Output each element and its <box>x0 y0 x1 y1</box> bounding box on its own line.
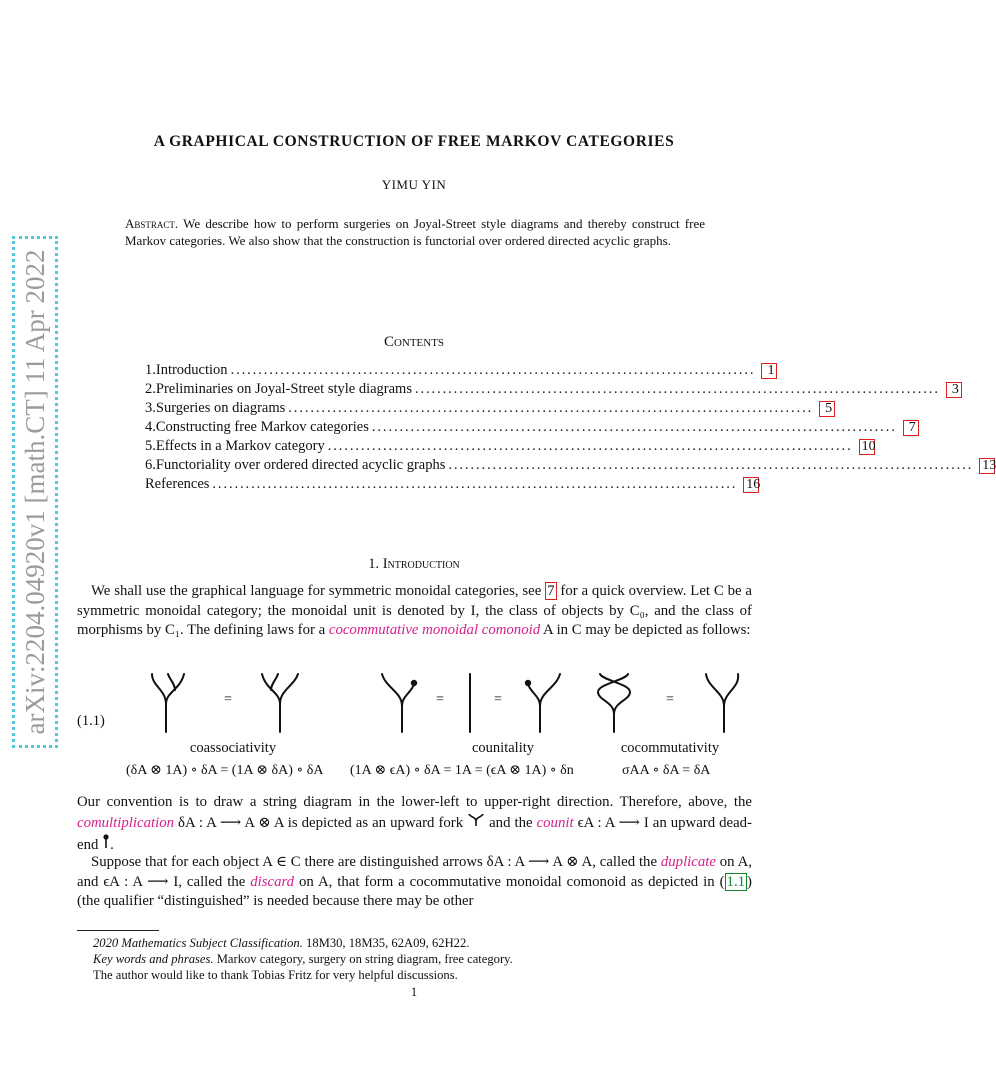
contents-heading: Contents <box>383 334 445 350</box>
footnote-label: Key words and phrases. <box>93 952 214 966</box>
text-run: We shall use the graphical language for symmetric monoidal categories, see <box>91 583 546 599</box>
toc-page-link[interactable]: 3 <box>946 382 962 398</box>
toc-row[interactable] <box>145 399 833 418</box>
term-link[interactable]: discard <box>250 873 295 890</box>
arxiv-identifier[interactable]: arXiv:2204.04920v1 [math.CT] 11 Apr 2022 <box>20 249 50 735</box>
cocommutativity-left-diagram <box>598 674 630 732</box>
term-link[interactable]: duplicate <box>660 854 716 870</box>
toc-leader-dots: ............................................................................................... <box>327 438 853 454</box>
dead-end-icon <box>102 833 110 849</box>
convention-paragraph <box>77 793 752 856</box>
toc-leader-dots: ............................................................................................... <box>230 362 756 378</box>
footnote-msc <box>93 936 469 951</box>
text-run: δA : A ⟶ A ⊗ A is depicted as an upward fork <box>174 814 468 831</box>
paper-title: A GRAPHICAL CONSTRUCTION OF FREE MARKOV CATEGORIES <box>153 133 675 150</box>
formula-counitality: (1A ⊗ ϵA) ∘ δA = 1A = (ϵA ⊗ 1A) ∘ δn <box>350 763 574 778</box>
coassociativity-left-diagram <box>152 674 184 732</box>
toc-leader-dots: ............................................................................................... <box>212 476 738 492</box>
toc-title[interactable]: References <box>145 476 210 492</box>
equals-sign: = <box>494 692 502 707</box>
duplicate-discard-paragraph <box>77 853 752 912</box>
diagram-label-cocommutativity: cocommutativity <box>620 740 720 756</box>
toc-title[interactable]: Functoriality over ordered directed acyclic graphs <box>155 457 446 473</box>
toc-leader-dots: ............................................................................................... <box>371 419 897 435</box>
footnote-thanks <box>93 968 458 983</box>
toc-number: 1. <box>145 362 156 378</box>
toc-page-link[interactable]: 1 <box>761 363 777 379</box>
table-of-contents <box>145 361 996 494</box>
toc-row[interactable] <box>145 475 761 494</box>
toc-leader-dots: ............................................................................................... <box>414 381 940 397</box>
toc-page-link[interactable]: 13 <box>979 458 995 474</box>
toc-number: 3. <box>145 400 156 416</box>
toc-page-link[interactable]: 10 <box>859 439 875 455</box>
toc-number: 2. <box>145 381 156 397</box>
section-heading: 1. Introduction <box>368 556 460 572</box>
footnote-label: 2020 Mathematics Subject Classification. <box>93 936 303 950</box>
equation-number: (1.1) <box>77 713 105 729</box>
toc-title[interactable]: Introduction <box>155 362 228 378</box>
toc-leader-dots: ............................................................................................... <box>288 400 814 416</box>
toc-row[interactable] <box>145 437 876 456</box>
toc-page-link[interactable]: 5 <box>819 401 835 417</box>
toc-row[interactable] <box>145 418 916 437</box>
toc-number: 4. <box>145 419 156 435</box>
toc-title[interactable]: Constructing free Markov categories <box>155 419 369 435</box>
text-run: and the <box>485 814 537 831</box>
footnote-text: 18M30, 18M35, 62A09, 62H22. <box>302 936 470 950</box>
toc-title[interactable]: Surgeries on diagrams <box>155 400 286 416</box>
counitality-left-diagram <box>382 674 414 732</box>
text-run: ϵA : A ⟶ I an upward dead-end <box>77 814 752 853</box>
footnote-keywords <box>93 952 513 967</box>
footnote-rule <box>77 930 159 931</box>
text-run: . <box>110 837 114 853</box>
text-run: for a quick overview. Let C be a symmetric monoidal category; the monoidal unit is denoted by I, the class of objects by C₀, and the class of morphisms by C₁. The defining laws for a <box>77 583 752 638</box>
term-link[interactable]: cocommutative monoidal comonoid <box>328 622 541 638</box>
equals-sign: = <box>436 692 444 707</box>
footnote-text: The author would like to thank Tobias Fritz for very helpful discussions. <box>93 968 458 982</box>
author-name: YIMU YIN <box>381 177 447 192</box>
intro-paragraph <box>77 582 752 641</box>
footnote-text: Markov category, surgery on string diagram, free category. <box>213 952 513 966</box>
equals-sign: = <box>224 692 232 707</box>
term-link[interactable]: comultiplication <box>77 814 174 831</box>
toc-page-link[interactable]: 7 <box>903 420 919 436</box>
toc-leader-dots: ............................................................................................... <box>448 457 974 473</box>
toc-number: 5. <box>145 438 156 454</box>
abstract-text: We describe how to perform surgeries on Joyal-Street style diagrams and thereby construct free Markov categories. We also show that the construction is functorial over ordered directed acyclic graphs. <box>125 216 705 248</box>
cocommutativity-right-diagram <box>706 674 738 732</box>
toc-title[interactable]: Preliminaries on Joyal-Street style diagrams <box>155 381 412 397</box>
toc-row[interactable] <box>145 361 775 380</box>
toc-row[interactable] <box>145 380 959 399</box>
abstract-label: Abstract. <box>125 216 179 231</box>
term-link[interactable]: counit <box>536 814 574 831</box>
text-run: Suppose that for each object A ∈ C there are distinguished arrows δA : A ⟶ A ⊗ A, called the <box>91 854 661 870</box>
formula-coassociativity: (δA ⊗ 1A) ∘ δA = (1A ⊗ δA) ∘ δA <box>126 763 324 778</box>
text-run: A in C may be depicted as follows: <box>540 622 751 638</box>
toc-number: 6. <box>145 457 156 473</box>
citation-link[interactable]: 7 <box>547 583 555 599</box>
toc-page-link[interactable]: 16 <box>743 477 759 493</box>
text-run: Our convention is to draw a string diagram in the lower-left to upper-right direction. Therefore, above, the <box>77 794 752 810</box>
fork-icon <box>467 813 485 827</box>
counitality-right-diagram <box>528 674 560 732</box>
equals-sign: = <box>666 692 674 707</box>
coassociativity-right-diagram <box>262 674 298 732</box>
diagram-label-counitality: counitality <box>471 740 534 756</box>
formula-cocommutativity: σAA ∘ δA = δA <box>622 763 711 778</box>
abstract <box>125 216 705 249</box>
text-run: on A, that form a cocommutative monoidal comonoid as depicted in ( <box>294 873 725 890</box>
toc-row[interactable] <box>145 456 996 475</box>
equation-ref-link[interactable]: 1.1 <box>726 873 746 890</box>
page-number: 1 <box>410 985 418 999</box>
diagram-label-coassociativity: coassociativity <box>189 740 277 756</box>
text-run: ) (the qualifier “distinguished” is needed because there may be other <box>77 873 752 909</box>
text-run: on A, and ϵA : A ⟶ I, called the <box>77 854 752 890</box>
toc-title[interactable]: Effects in a Markov category <box>155 438 325 454</box>
